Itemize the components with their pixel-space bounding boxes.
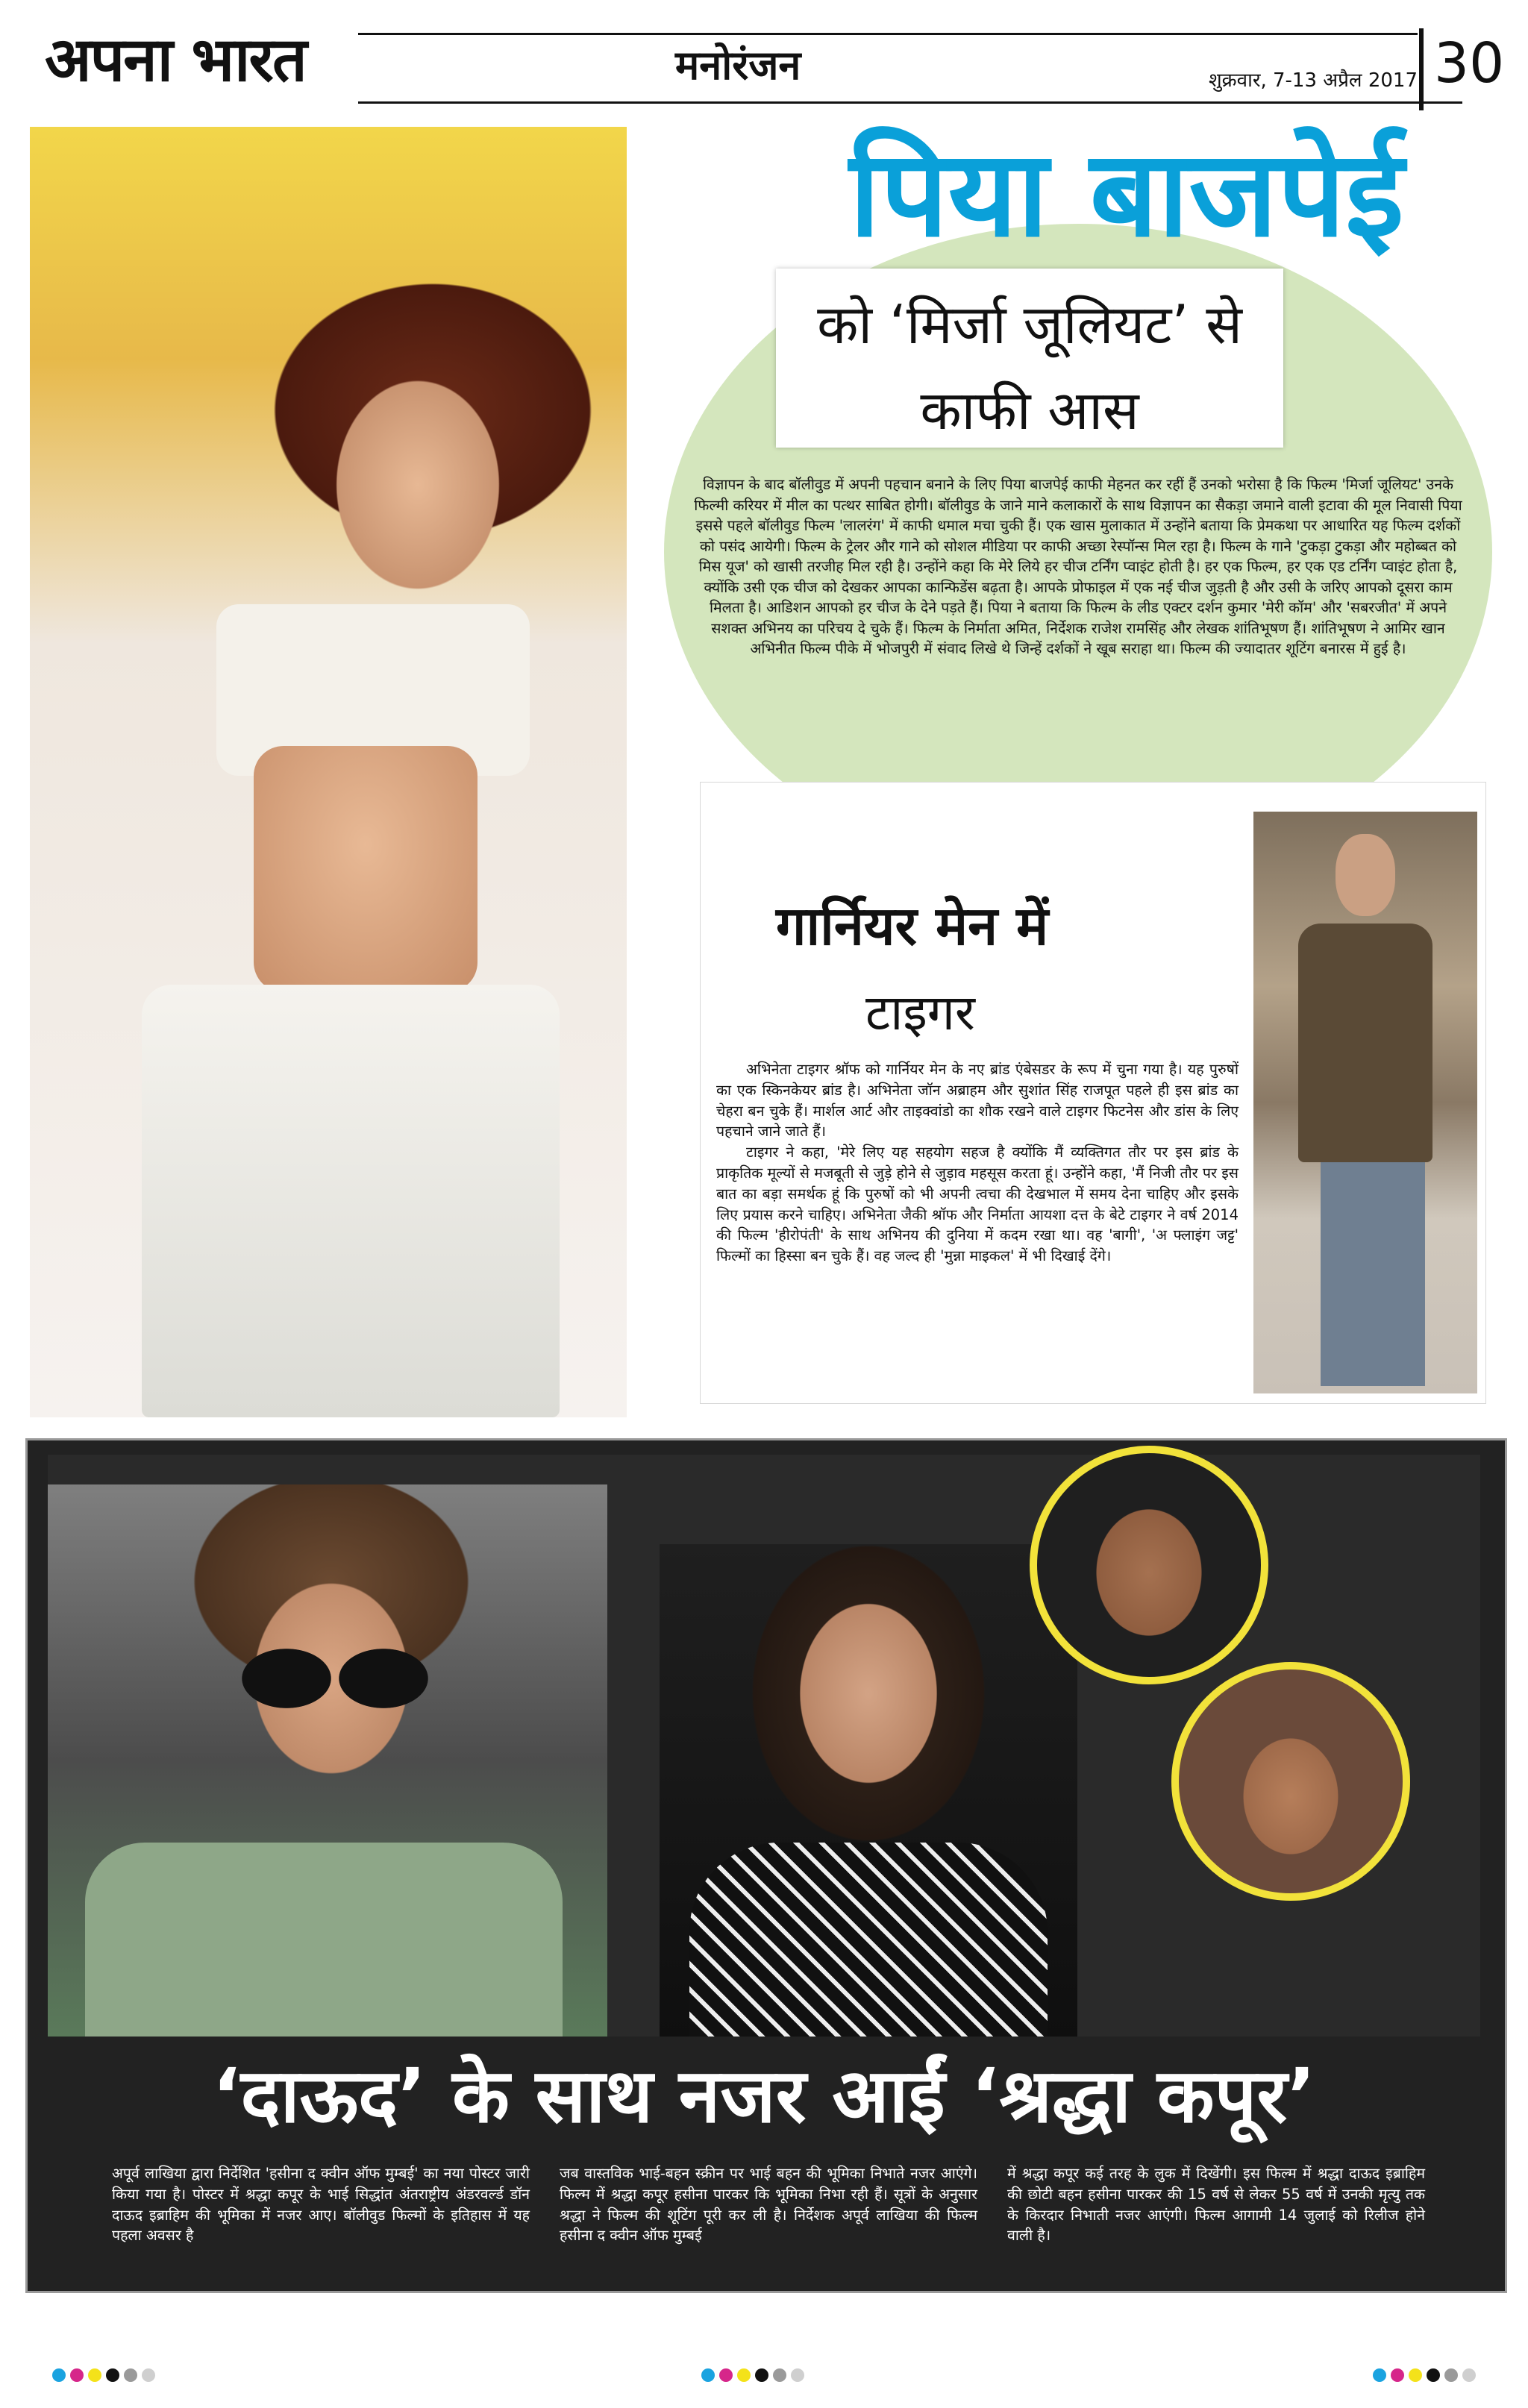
shraddha-article-body (112, 2163, 1477, 2275)
registration-dot (52, 2368, 66, 2382)
photo-actress-dress (689, 1843, 1048, 2037)
article-column-2 (560, 2163, 977, 2246)
piya-article-body (694, 474, 1462, 659)
photo-torso (254, 746, 478, 992)
article-column-1 (112, 2163, 530, 2246)
column-text: अपूर्व लाखिया द्वारा निर्देशित 'हसीना द क्वीन ऑफ मुम्बई' का नया पोस्टर जारी किया गया है। पोस्टर में श्रद्धा कपूर के भाई सिद्धांत अंतराष्ट्रीय अंडरवर्ल्ड डॉन दाऊद इब्राहिम की भूमिका में नजर आए। बॉलीवुड फिल्मों के इतिहास में यह पहला अवसर है (112, 2165, 530, 2245)
registration-dot (755, 2368, 768, 2382)
masthead-divider (1419, 28, 1424, 110)
registration-dot (142, 2368, 155, 2382)
tiger-paragraph: अभिनेता टाइगर श्रॉफ को गार्नियर मेन के नए ब्रांड एंबेसडर के रूप में चुना गया है। यह पुरुषों का एक स्किनकेयर ब्रांड है। अभिनेता जॉन अब्राहम और सुशांत सिंह राजपूत पहले ही इस ब्रांड का चेहरा बन चुके हैं। मार्शल आर्ट और ताइक्वांडो का शौक रखने वाले टाइगर फिटनेस और डांस के लिए पहचाने जाने जाते हैं। (716, 1061, 1239, 1141)
shraddha-headline: ‘दाऊद’ के साथ नजर आईं ‘श्रद्धा कपूर’ (212, 2052, 1316, 2139)
tiger-headline-line2: टाइगर (865, 984, 975, 1041)
photo-sunglasses (234, 1649, 436, 1708)
column-text: में श्रद्धा कपूर कई तरह के लुक में दिखेंगी। इस फिल्म में श्रद्धा दाऊद इब्राहिम की छोटी बहन हसीना पारकर की 15 वर्ष से लेकर 55 वर्ष में उनकी मृत्यु तक के किरदार निभाती नजर आएंगी। फिल्म आगामी 14 जुलाई को रिलीज होने वाली है। (1007, 2165, 1425, 2245)
photo-actor-jacket (85, 1843, 563, 2037)
registration-dots-center (701, 2368, 809, 2383)
registration-dot (1409, 2368, 1422, 2382)
tiger-photo (1253, 812, 1477, 1393)
article-column-3 (1007, 2163, 1425, 2246)
photo-skirt (142, 985, 560, 1417)
photo-jeans (1321, 1162, 1425, 1386)
registration-dot (106, 2368, 119, 2382)
registration-dots-left (52, 2368, 160, 2383)
inset-photo-man (1030, 1446, 1268, 1684)
tiger-paragraph: टाइगर ने कहा, 'मेरे लिए यह सहयोग सहज है क्योंकि मैं व्यक्तिगत तौर पर इस ब्रांड के प्राकृतिक मूल्यों से मजबूती से जुड़े होने से जुड़ाव महसूस करता हूं। उन्होंने कहा, 'मैं निजी तौर पर इस बात का बड़ा समर्थक हूं कि पुरुषों को भी अपनी त्वचा की देखभाल में समय देना चाहिए और इसके लिए प्रयास करने चाहिए। अभिनेता जैकी श्रॉफ और निर्माता आयशा दत्त के बेटे टाइगर ने वर्ष 2014 की फिल्म 'हीरोपंती' के साथ अभिनय की दुनिया में कदम रखा था। वह 'बागी', 'अ फ्लाइंग जट्ट' फिल्मों का हिस्सा बन चुके हैं। वह जल्द ही 'मुन्ना माइकल' में भी दिखाई देंगे। (716, 1144, 1239, 1265)
registration-dot (1373, 2368, 1386, 2382)
piya-subheadline-line2: काफी आस (920, 379, 1139, 442)
registration-dot (1444, 2368, 1458, 2382)
issue-date: शुक्रवार, 7-13 अप्रैल 2017 (1209, 69, 1418, 92)
piya-subheadline-line1: को ‘मिर्जा जूलियट’ से (817, 293, 1242, 356)
newspaper-logo: अपना भारत (45, 24, 306, 95)
piya-subheadline-box (776, 269, 1283, 448)
registration-dot (773, 2368, 786, 2382)
registration-dot (701, 2368, 715, 2382)
print-registration-marks (0, 2365, 1528, 2387)
registration-dot (791, 2368, 804, 2382)
registration-dot (719, 2368, 733, 2382)
registration-dots-right (1373, 2368, 1480, 2383)
masthead-rule-bottom (358, 101, 1462, 104)
registration-dot (1391, 2368, 1404, 2382)
masthead (45, 22, 1505, 104)
registration-dot (1462, 2368, 1476, 2382)
registration-dot (70, 2368, 84, 2382)
tiger-article-body (716, 1059, 1239, 1267)
photo-head (1336, 834, 1395, 916)
photo-jacket (1298, 924, 1432, 1162)
column-text: जब वास्तविक भाई-बहन स्क्रीन पर भाई बहन की भूमिका निभाते नजर आएंगे। फिल्म में श्रद्धा कपूर हसीना पारकर कि भूमिका निभा रही हैं। सूत्रों के अनुसार श्रद्धा ने फिल्म की शूटिंग पूरी कर ली है। निर्देशक अपूर्व लाखिया की फिल्म हसीना द क्वीन ऑफ मुम्बई (560, 2165, 977, 2245)
inset-photo-woman (1171, 1662, 1410, 1901)
masthead-rule-top (358, 33, 1418, 35)
section-title: मनोरंजन (675, 41, 801, 89)
registration-dot (88, 2368, 101, 2382)
registration-dot (1427, 2368, 1440, 2382)
registration-dot (737, 2368, 751, 2382)
piya-article-text: विज्ञापन के बाद बॉलीवुड में अपनी पहचान बनाने के लिए पिया बाजपेई काफी मेहनत कर रहीं हैं उनको भरोसा है कि फिल्म 'मिर्जा जूलियट' उनके फिल्मी करियर में मील का पत्थर साबित होगी। बॉलीवुड के जाने माने कलाकारों के साथ विज्ञापन का सैकड़ा जमाने वाली इटावा की मूल निवासी पिया इससे पहले बॉलीवुड फिल्म 'लालरंग' में काफी धमाल मचा चुकी हैं। एक खास मुलाकात में उन्होंने बताया कि प्रेमकथा पर आधारित यह फिल्म दर्शकों को पसंद आयेगी। फिल्म के ट्रेलर और गाने को सोशल मीडिया पर काफी अच्छा रेस्पॉन्स मिल रहा है। फिल्म के गाने 'टुकड़ा टुकड़ा और महोब्बत को मिस यूज' को खासी तरजीह मिल रही है। उन्होंने कहा कि मेरे लिये हर चीज टर्निंग प्वाइंट होती है। हर एक फिल्म, हर एक एड टर्निंग प्वाइंट होता है, क्योंकि उसी एक चीज को देखकर आपका कान्फिडेंस बढ़ता है। आपके प्रोफाइल में एक नई चीज जुड़ती है और उसी के जरिए आपको दूसरा काम मिलता है। आडिशन आपको हर चीज के देने पड़ते हैं। पिया ने बताया कि फिल्म के लीड एक्टर दर्शन कुमार 'मेरी कॉम' और 'सबरजीत' में अपने सशक्त अभिनय का परिचय दे चुके हैं। फिल्म के निर्माता अमित, निर्देशक राजेश रामसिंह और लेखक शांतिभूषण हैं। शांतिभूषण ने आमिर खान अभिनीत फिल्म पीके में भोजपुरी में संवाद लिखे थे जिन्हें दर्शकों ने खूब सराहा था। फिल्म की ज्यादातर शूटिंग बनारस में हुई है। (694, 476, 1462, 657)
registration-dot (124, 2368, 137, 2382)
piya-headline: पिया बाजपेई (849, 124, 1404, 263)
actress-photo (30, 127, 627, 1417)
tiger-headline-line1: गार्नियर मेन में (776, 894, 1049, 957)
page-number: 30 (1434, 31, 1505, 95)
